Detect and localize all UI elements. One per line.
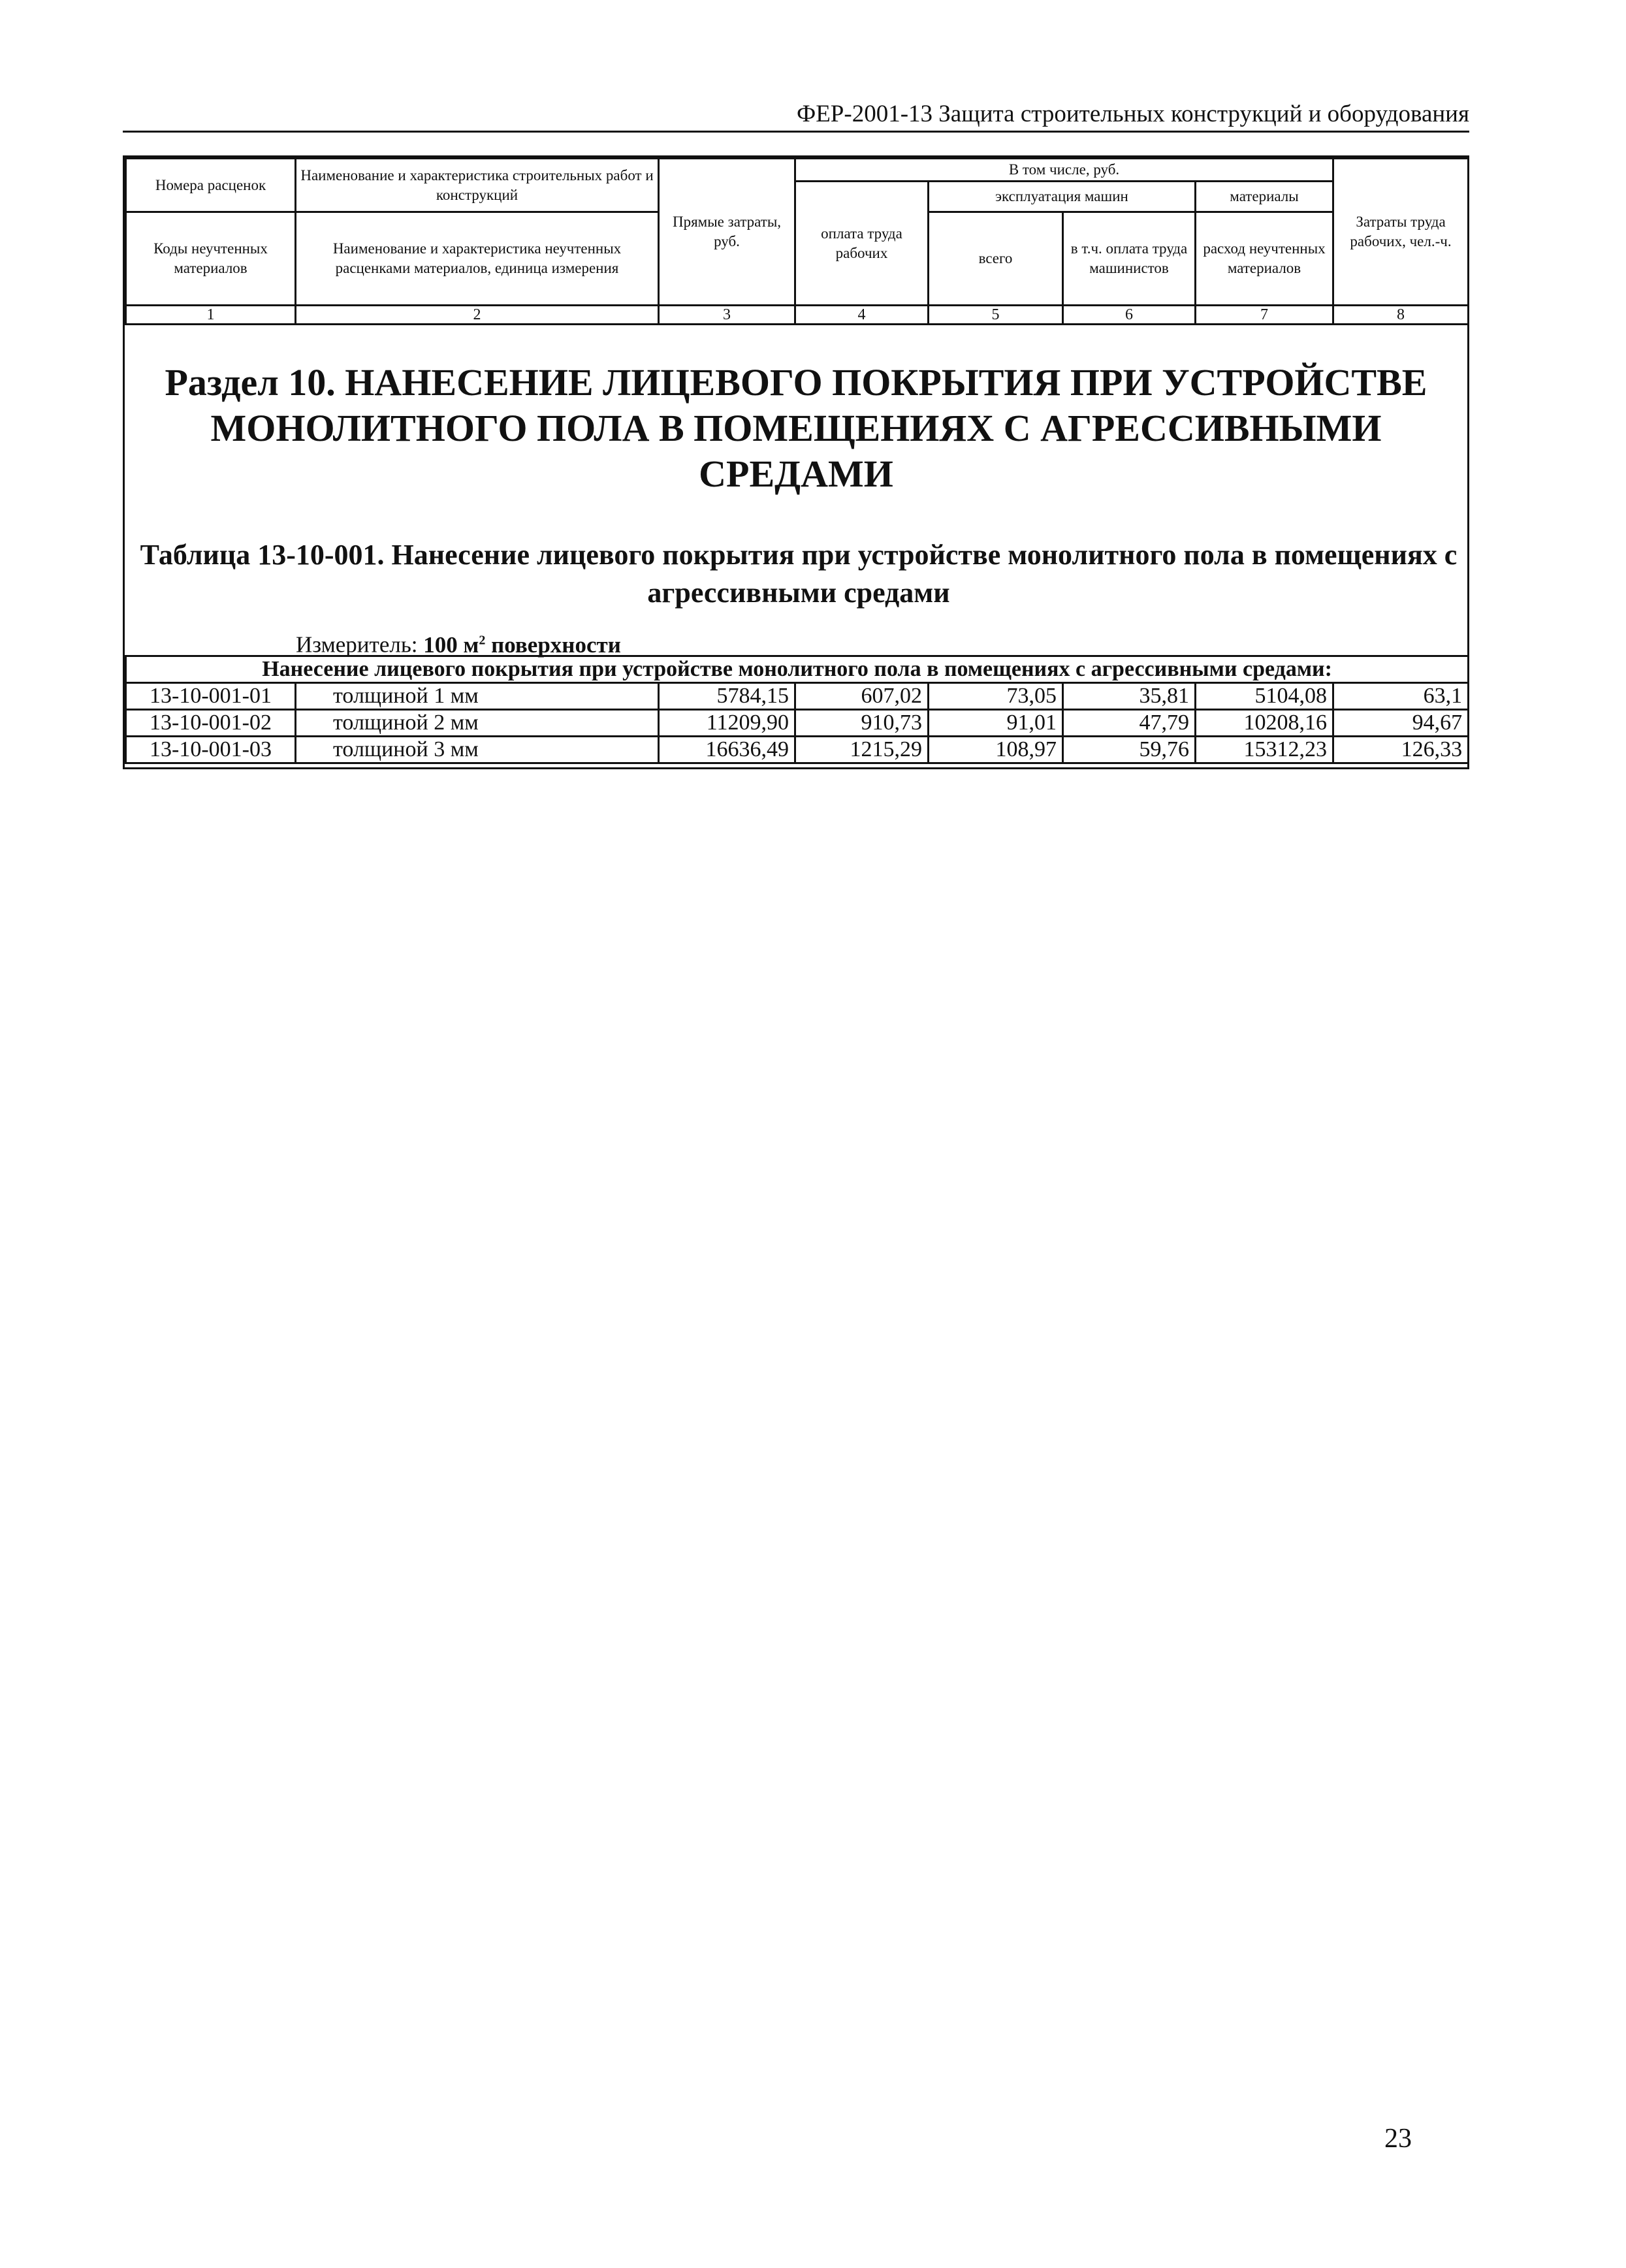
rate-code: 13-10-001-03: [126, 737, 296, 763]
header-machines-total: всего: [929, 212, 1063, 306]
measure-unit: поверхности: [491, 631, 621, 658]
table-row: [126, 683, 1469, 710]
table-header: [125, 157, 1469, 325]
section-title: Раздел 10. НАНЕСЕНИЕ ЛИЦЕВОГО ПОКРЫТИЯ ПРИ УСТРОЙСТВЕ МОНОЛИТНОГО ПОЛА В ПОМЕЩЕНИЯХ С АГРЕССИВНЫМИ СРЕДАМИ: [165, 361, 1427, 495]
machines-total: 73,05: [929, 683, 1063, 710]
labor-pay: 910,73: [795, 710, 929, 737]
rate-code: 13-10-001-01: [126, 683, 296, 710]
direct-costs: 16636,49: [659, 737, 795, 763]
materials: 15312,23: [1196, 737, 1333, 763]
materials: 10208,16: [1196, 710, 1333, 737]
rate-name: толщиной 2 мм: [296, 710, 659, 737]
column-number: 6: [1063, 306, 1196, 325]
column-number: 1: [126, 306, 296, 325]
rates-body: [125, 655, 1469, 764]
table-title: Таблица 13-10-001. Нанесение лицевого покрытия при устройстве монолитного пола в помещениях с агрессивными средами: [140, 539, 1458, 609]
header-direct-costs: Прямые затраты, руб.: [659, 159, 795, 306]
rate-code: 13-10-001-02: [126, 710, 296, 737]
header-including: В том числе, руб.: [795, 159, 1333, 182]
machines-total: 91,01: [929, 710, 1063, 737]
materials: 5104,08: [1196, 683, 1333, 710]
measure-line: [296, 626, 621, 659]
labor-hours: 126,33: [1333, 737, 1469, 763]
header-materials-consumption: расход неучтенных материалов: [1196, 212, 1333, 306]
column-number: 4: [795, 306, 929, 325]
header-material-codes: Коды неучтенных материалов: [126, 212, 296, 306]
measure-superscript: 2: [479, 633, 486, 647]
table-row: [126, 737, 1469, 763]
labor-hours: 63,1: [1333, 683, 1469, 710]
header-rate-numbers: Номера расценок: [126, 159, 296, 212]
column-number: 5: [929, 306, 1063, 325]
header-work-name: Наименование и характеристика строительных работ и конструкций: [296, 159, 659, 212]
column-number: 2: [296, 306, 659, 325]
column-number: 7: [1196, 306, 1333, 325]
rates-table-frame: [123, 155, 1469, 769]
running-header: ФЕР-2001-13 Защита строительных конструкций и оборудования: [123, 98, 1469, 133]
table-row: [126, 710, 1469, 737]
measure-value: 100 м: [423, 631, 479, 658]
direct-costs: 5784,15: [659, 683, 795, 710]
machinists-pay: 59,76: [1063, 737, 1196, 763]
measure-label: Измеритель:: [296, 631, 418, 658]
direct-costs: 11209,90: [659, 710, 795, 737]
machinists-pay: 47,79: [1063, 710, 1196, 737]
rate-name: толщиной 3 мм: [296, 737, 659, 763]
machinists-pay: 35,81: [1063, 683, 1196, 710]
column-number: 8: [1333, 306, 1469, 325]
labor-hours: 94,67: [1333, 710, 1469, 737]
header-material-name: Наименование и характеристика неучтенных расценками материалов, единица измерения: [296, 212, 659, 306]
header-materials: материалы: [1196, 182, 1333, 212]
header-labor-hours: Затраты труда рабочих, чел.-ч.: [1333, 159, 1469, 306]
column-number: 3: [659, 306, 795, 325]
group-row: Нанесение лицевого покрытия при устройстве монолитного пола в помещениях с агрессивными средами:: [126, 656, 1469, 683]
header-machines: эксплуатация машин: [929, 182, 1196, 212]
labor-pay: 1215,29: [795, 737, 929, 763]
header-machinists-pay: в т.ч. оплата труда машинистов: [1063, 212, 1196, 306]
rate-name: толщиной 1 мм: [296, 683, 659, 710]
machines-total: 108,97: [929, 737, 1063, 763]
labor-pay: 607,02: [795, 683, 929, 710]
header-labor-pay: оплата труда рабочих: [795, 182, 929, 306]
page-number: 23: [1384, 2124, 1412, 2154]
